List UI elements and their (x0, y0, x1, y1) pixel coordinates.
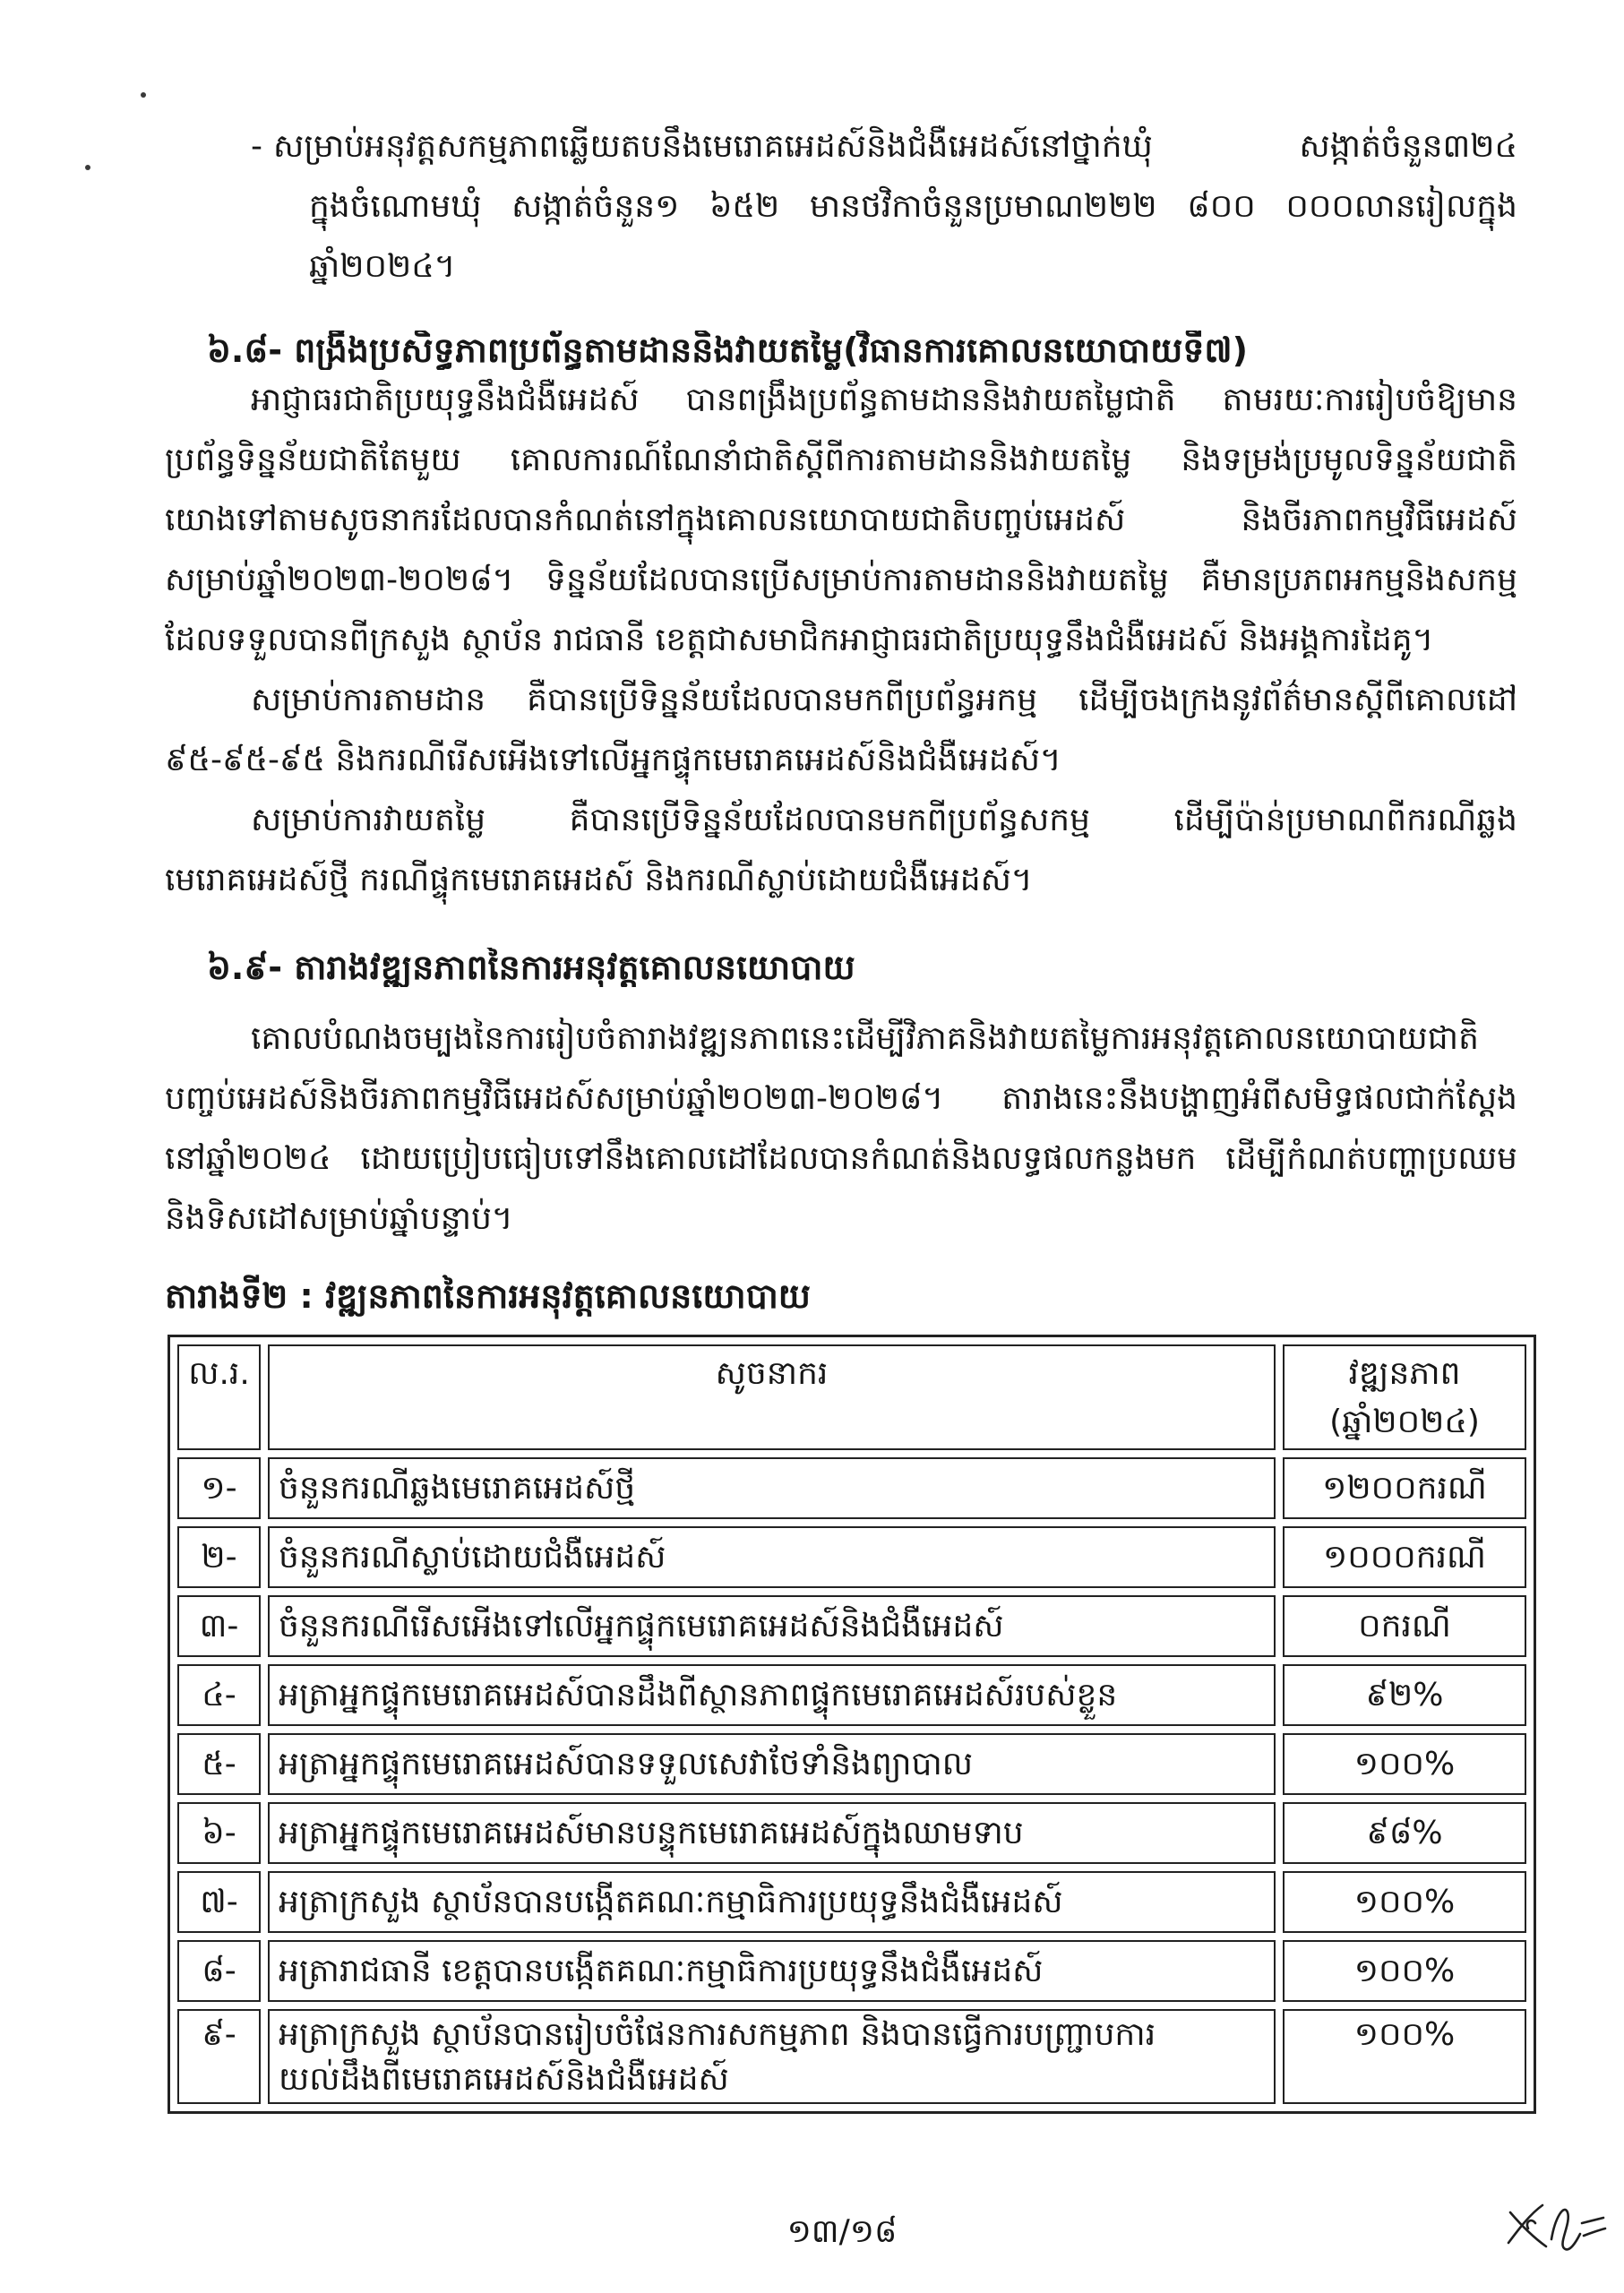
cell-indicator (268, 1526, 1276, 1588)
cell-progress (1283, 1802, 1526, 1864)
paragraph (165, 1009, 1540, 1249)
section-heading-6-9: ៦.៩- តារាងវឌ្ឍនភាពនៃការអនុវត្តគោលនយោបាយ (207, 948, 855, 987)
paragraph-line: យោងទៅតាមសូចនាករដែលបានកំណត់នៅក្នុងគោលនយោបាយជាតិបញ្ចប់អេដស៍ និងចីរភាពកម្មវិធីអេដស៍ (165, 502, 1517, 538)
progress-table (168, 1335, 1536, 2114)
cell-indicator (268, 1871, 1276, 1933)
header-indicator-label: សូចនាករ (715, 1355, 829, 1392)
table-row (177, 1871, 1526, 1933)
table-row (177, 2009, 1526, 2104)
cell-progress (1283, 1733, 1526, 1795)
row-number: ៤- (202, 1677, 236, 1713)
paragraph-line: សម្រាប់ការវាយតម្លៃ គឺបានប្រើទិន្នន័យដែលបានមកពីប្រព័ន្ធសកម្ម ដើម្បីប៉ាន់ប្រមាណពីករណីឆ្លង (251, 802, 1517, 838)
cell-number (177, 2009, 261, 2104)
indicator-text: អត្រាអ្នកផ្ទុកមេរោគអេដស៍បានដឹងពីស្ថានភាពផ្ទុកមេរោគអេដស៍របស់ខ្លួន (279, 1677, 1118, 1713)
header-cell-number (177, 1344, 261, 1450)
row-number: ៥- (202, 1746, 236, 1782)
cell-progress (1283, 1457, 1526, 1519)
paragraph-line: សម្រាប់ការតាមដាន គឺបានប្រើទិន្នន័យដែលបានមកពីប្រព័ន្ធអកម្ម ដើម្បីចងក្រងនូវព័ត៌មានស្តីពីគោលដៅ (251, 682, 1517, 718)
header-cell-progress (1283, 1344, 1526, 1450)
progress-value: ១០០០ករណី (1323, 1539, 1486, 1576)
cell-progress (1283, 2009, 1526, 2104)
indicator-text: ចំនួនករណីស្លាប់ដោយជំងឺអេដស៍ (279, 1539, 666, 1576)
page-number: ១៣/១៨ (786, 2213, 898, 2250)
indicator-text: អត្រាអ្នកផ្ទុកមេរោគអេដស៍បានទទួលសេវាថែទាំនិងព្យាបាល (279, 1746, 974, 1782)
cell-progress (1283, 1595, 1526, 1657)
indicator-text: អត្រារាជធានី ខេត្តបានបង្កើតគណៈកម្មាធិការប្រយុទ្ធនឹងជំងឺអេដស៍ (279, 1953, 1044, 1989)
cell-number (177, 1871, 261, 1933)
row-number: ៨- (202, 1953, 236, 1989)
cell-progress (1283, 1871, 1526, 1933)
indicator-line: អត្រាក្រសួង ស្ថាប័នបានរៀបចំផែនការសកម្មភាព និងបានធ្វើការបញ្ជ្រាបការ (279, 2016, 1156, 2053)
paragraph-line: អាជ្ញាធរជាតិប្រយុទ្ធនឹងជំងឺអេដស៍ បានពង្រឹងប្រព័ន្ធតាមដាននិងវាយតម្លៃជាតិ តាមរយៈការរៀបចំឱ្យមាន (251, 382, 1517, 418)
cell-indicator (268, 1940, 1276, 2002)
header-progress-line: វឌ្ឍនភាព (1348, 1355, 1461, 1392)
progress-value: ១០០% (1353, 1953, 1456, 1989)
cell-indicator (268, 1457, 1276, 1519)
progress-value: ៩៨% (1366, 1815, 1443, 1851)
indicator-text: អត្រាអ្នកផ្ទុកមេរោគអេដស៍មានបន្ទុកមេរោគអេដស៍ក្នុងឈាមទាប (279, 1815, 1024, 1851)
paragraph-line: គោលបំណងចម្បងនៃការរៀបចំតារាងវឌ្ឍនភាពនេះដើម្បីវិភាគនិងវាយតម្លៃការអនុវត្តគោលនយោបាយជាតិ (251, 1020, 1479, 1057)
scan-speck (85, 165, 90, 170)
table-row (177, 1733, 1526, 1795)
table-caption: តារាងទី២ : វឌ្ឍនភាពនៃការអនុវត្តគោលនយោបាយ (165, 1276, 811, 1316)
cell-number (177, 1664, 261, 1726)
cell-indicator (268, 1733, 1276, 1795)
row-number: ៧- (200, 1884, 238, 1920)
paragraph-line: ប្រព័ន្ធទិន្នន័យជាតិតែមួយ គោលការណ៍ណែនាំជាតិស្តីពីការតាមដាននិងវាយតម្លៃ និងទម្រង់ប្រមូលទិន្នន័យជាតិ (165, 442, 1517, 478)
paragraph-line: នៅឆ្នាំ២០២៤ ដោយប្រៀបធៀបទៅនឹងគោលដៅដែលបានកំណត់និងលទ្ធផលកន្លងមក ដើម្បីកំណត់បញ្ហាប្រឈម (165, 1140, 1517, 1177)
row-number: ៩- (202, 2016, 236, 2053)
scan-speck (141, 92, 146, 98)
paragraph-line: បញ្ចប់អេដស៍និងចីរភាពកម្មវិធីអេដស៍សម្រាប់ឆ្នាំ២០២៣-២០២៨។ តារាងនេះនឹងបង្ហាញអំពីសមិទ្ធផលជាក់ស្តែង (165, 1080, 1517, 1117)
paragraph-line: និងទិសដៅសម្រាប់ឆ្នាំបន្ទាប់។ (165, 1200, 513, 1237)
row-number: ៦- (202, 1815, 236, 1851)
cell-progress (1283, 1664, 1526, 1726)
paragraph-line: សម្រាប់ឆ្នាំ២០២៣-២០២៨។ ទិន្នន័យដែលបានប្រើសម្រាប់ការតាមដាននិងវាយតម្លៃ គឺមានប្រភពអកម្មនិងសកម្ម (165, 562, 1517, 598)
cell-indicator (268, 1802, 1276, 1864)
cell-progress (1283, 1526, 1526, 1588)
table-row (177, 1457, 1526, 1519)
indicator-line: យល់ដឹងពីមេរោគអេដស៍និងជំងឺអេដស៍ (279, 2061, 729, 2098)
section-heading-6-8: ៦.៨- ពង្រឹងប្រសិទ្ធភាពប្រព័ន្ធតាមដាននិងវាយតម្លៃ(វិធានការគោលនយោបាយទី៧) (207, 331, 1248, 370)
intro-line: ឆ្នាំ២០២៤។ (309, 248, 456, 285)
table-row (177, 1802, 1526, 1864)
cell-number (177, 1595, 261, 1657)
header-progress-line: (ឆ្នាំ២០២៤) (1329, 1404, 1480, 1440)
document-page (165, 0, 1540, 2114)
progress-value: ១០០% (1353, 1746, 1456, 1782)
handwritten-signature (1501, 2186, 1609, 2263)
cell-indicator (268, 1664, 1276, 1726)
row-number: ១- (201, 1470, 237, 1507)
intro-line (165, 116, 1517, 176)
paragraph (165, 370, 1540, 670)
indicator-text (270, 2011, 1274, 2102)
cell-indicator (268, 1595, 1276, 1657)
cell-number (177, 1940, 261, 2002)
paragraph (165, 790, 1540, 910)
indicator-text: ចំនួនករណីឆ្លងមេរោគអេដស៍ថ្មី (279, 1470, 636, 1507)
cell-number (177, 1733, 261, 1795)
cell-number (177, 1526, 261, 1588)
intro-line-text: សម្រាប់អនុវត្តសកម្មភាពឆ្លើយតបនឹងមេរោគអេដស៍និងជំងឺអេដស៍នៅថ្នាក់ឃុំ សង្កាត់ចំនួន៣២៤ (273, 128, 1517, 165)
bullet-marker: - (251, 128, 262, 165)
row-number: ៣- (199, 1608, 239, 1645)
table-row (177, 1664, 1526, 1726)
progress-value: ១២០០ករណី (1322, 1470, 1487, 1507)
paragraph (165, 670, 1540, 790)
cell-number (177, 1457, 261, 1519)
header-number-label: ល.រ. (188, 1355, 250, 1392)
cell-indicator (268, 2009, 1276, 2104)
intro-line: ក្នុងចំណោមឃុំ សង្កាត់ចំនួន១ ៦៥២ មានថវិកាចំនួនប្រមាណ២២២ ៨០០ ០០០លានរៀលក្នុង (309, 188, 1517, 225)
paragraph-line: ៩៥-៩៥-៩៥ និងករណីរើសអើងទៅលើអ្នកផ្ទុកមេរោគអេដស៍និងជំងឺអេដស៍។ (165, 742, 1061, 778)
header-cell-indicator (268, 1344, 1276, 1450)
row-number: ២- (201, 1539, 237, 1576)
table-row (177, 1940, 1526, 2002)
intro-bullet (165, 116, 1540, 296)
indicator-text: អត្រាក្រសួង ស្ថាប័នបានបង្កើតគណៈកម្មាធិការប្រយុទ្ធនឹងជំងឺអេដស៍ (279, 1884, 1063, 1920)
progress-value: ១០០% (1353, 1884, 1456, 1920)
table-header-row (177, 1344, 1526, 1450)
progress-value: ១០០% (1353, 2016, 1456, 2053)
paragraph-line: ដែលទទួលបានពីក្រសួង ស្ថាប័ន រាជធានី ខេត្តជាសមាជិកអាជ្ញាធរជាតិប្រយុទ្ធនឹងជំងឺអេដស៍ និងអង្គការដៃគូ។ (165, 622, 1434, 658)
indicator-text: ចំនួនករណីរើសអើងទៅលើអ្នកផ្ទុកមេរោគអេដស៍និងជំងឺអេដស៍ (279, 1608, 1004, 1645)
cell-number (177, 1802, 261, 1864)
cell-progress (1283, 1940, 1526, 2002)
table-row (177, 1595, 1526, 1657)
progress-value: ៩២% (1365, 1677, 1444, 1713)
table-row (177, 1526, 1526, 1588)
progress-value: ០ករណី (1358, 1608, 1451, 1645)
header-progress-label (1285, 1346, 1525, 1448)
paragraph-line: មេរោគអេដស៍ថ្មី ករណីផ្ទុកមេរោគអេដស៍ និងករណីស្លាប់ដោយជំងឺអេដស៍។ (165, 862, 1033, 898)
